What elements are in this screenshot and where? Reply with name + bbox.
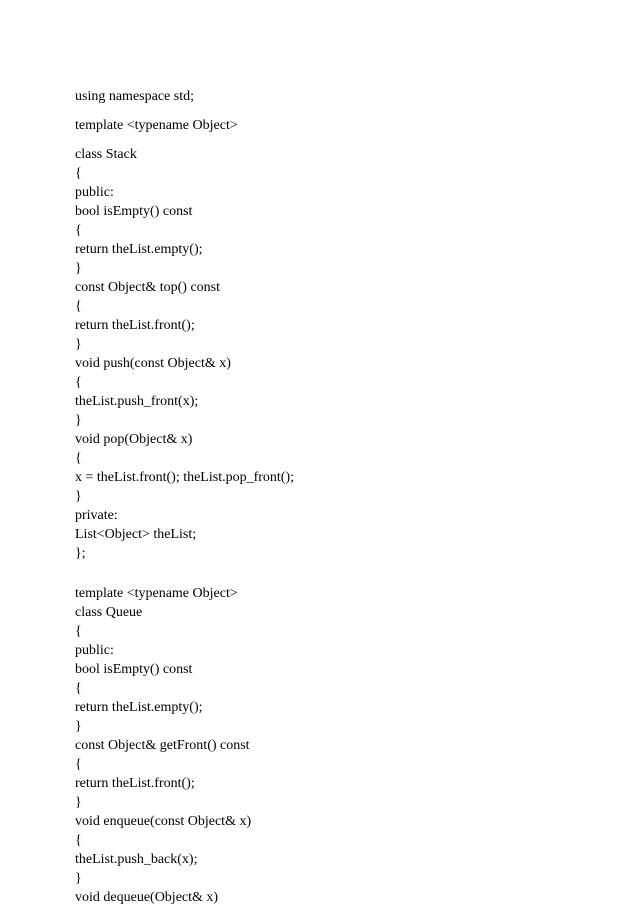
code-line: void pop(Object& x) (75, 432, 193, 447)
code-line: { (75, 833, 82, 848)
code-line: theList.push_back(x); (75, 852, 198, 867)
code-line: bool isEmpty() const (75, 204, 193, 219)
code-line: public: (75, 643, 114, 658)
code-line: public: (75, 185, 114, 200)
code-line: private: (75, 508, 118, 523)
code-line: { (75, 375, 82, 390)
code-line: } (75, 795, 82, 810)
code-line: { (75, 166, 82, 181)
code-line: { (75, 757, 82, 772)
code-line: const Object& getFront() const (75, 738, 250, 753)
code-line: }; (75, 546, 86, 561)
code-line: { (75, 451, 82, 466)
code-line: { (75, 299, 82, 314)
code-line: using namespace std; (75, 89, 194, 104)
code-line: { (75, 223, 82, 238)
code-line: x = theList.front(); theList.pop_front(); (75, 470, 295, 485)
code-line: return theList.empty(); (75, 700, 203, 715)
code-line: { (75, 681, 82, 696)
code-line: } (75, 337, 82, 352)
blank-line (75, 106, 615, 116)
code-line: return theList.front(); (75, 318, 195, 333)
code-line: bool isEmpty() const (75, 662, 193, 677)
code-line: List<Object> theList; (75, 527, 197, 542)
code-line: { (75, 624, 82, 639)
code-line: } (75, 719, 82, 734)
code-line: void push(const Object& x) (75, 356, 231, 371)
code-line: } (75, 871, 82, 886)
code-line: } (75, 261, 82, 276)
blank-line (75, 563, 615, 584)
blank-line (75, 135, 615, 145)
code-line: } (75, 413, 82, 428)
code-line: theList.push_front(x); (75, 394, 199, 409)
code-line: class Stack (75, 147, 137, 162)
code-line: } (75, 489, 82, 504)
code-line: class Queue (75, 605, 143, 620)
code-line: const Object& top() const (75, 280, 221, 295)
code-line: void dequeue(Object& x) (75, 890, 219, 905)
code-line: return theList.empty(); (75, 242, 203, 257)
code-listing (75, 87, 615, 907)
code-line: void enqueue(const Object& x) (75, 814, 252, 829)
code-line: template <typename Object> (75, 586, 238, 601)
code-line: template <typename Object> (75, 118, 238, 133)
code-line: return theList.front(); (75, 776, 195, 791)
